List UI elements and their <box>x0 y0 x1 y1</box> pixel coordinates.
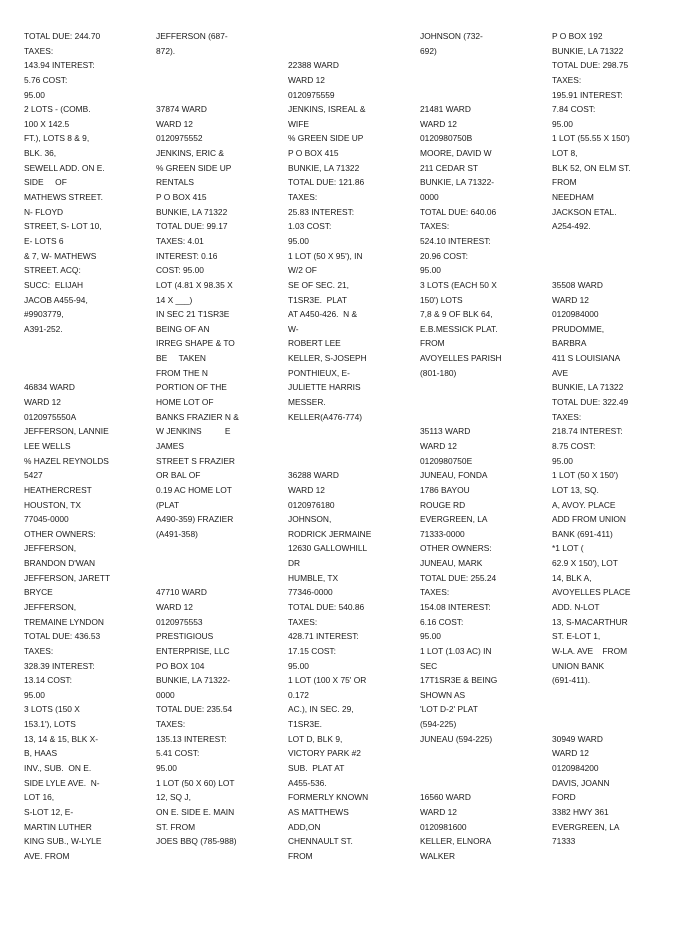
text-line: 100 X 142.5 <box>24 118 70 129</box>
text-line <box>24 366 142 381</box>
text-line <box>156 541 274 556</box>
text-line: P O BOX 415 <box>156 192 207 203</box>
text-line: DAVIS, JOANN <box>552 777 610 788</box>
text-line: FROM <box>288 850 313 861</box>
text-line: OTHER OWNERS: <box>420 543 492 554</box>
text-line: FROM THE N <box>156 367 208 378</box>
text-line: AC.), IN SEC. 29, <box>288 704 354 715</box>
text-line: WARD 12 <box>156 601 193 612</box>
text-line: E.B.MESSICK PLAT. <box>420 323 498 334</box>
text-line <box>420 58 538 73</box>
text-line: S-LOT 12, E- <box>24 806 74 817</box>
text-line: 0120984200 <box>552 763 599 774</box>
text-line: 95.00 <box>288 660 309 671</box>
text-line: 'LOT D-2' PLAT <box>420 704 478 715</box>
text-line: 0.19 AC HOME LOT <box>156 484 232 495</box>
column-5 <box>552 29 670 849</box>
text-line: (691-411). <box>552 675 591 686</box>
text-line: % HAZEL REYNOLDS <box>24 455 109 466</box>
text-line: 71333-0000 <box>420 528 465 539</box>
text-line: JEFFERSON, <box>24 601 77 612</box>
column-1 <box>24 29 142 864</box>
text-line: TAXES: <box>24 45 54 56</box>
text-line: FROM <box>552 177 577 188</box>
text-line: LOT 8, <box>552 148 578 159</box>
text-line: BANKS FRAZIER N & <box>156 411 239 422</box>
text-line: TOTAL DUE: 235.54 <box>156 704 233 715</box>
text-line <box>552 717 670 732</box>
text-line: LOT 16, <box>24 792 55 803</box>
text-line: A391-252. <box>24 323 63 334</box>
text-line: KELLER, S-JOSEPH <box>288 353 367 364</box>
text-line: (A491-358) <box>156 528 198 539</box>
text-line: TAXES: 4.01 <box>156 235 204 246</box>
text-line: 35508 WARD <box>552 279 603 290</box>
text-line <box>552 688 670 703</box>
text-line: WARD 12 <box>288 74 325 85</box>
text-line: PORTION OF THE <box>156 382 227 393</box>
text-line: TAXES: <box>24 645 54 656</box>
text-line: 0.172 <box>288 689 309 700</box>
text-line: INTEREST: 0.16 <box>156 250 218 261</box>
text-line <box>24 336 142 351</box>
column-4 <box>420 29 538 864</box>
text-line: WALKER <box>420 850 456 861</box>
text-line: 1.03 COST: <box>288 221 332 232</box>
text-line: & 7, W- MATHEWS <box>24 250 97 261</box>
text-line: AS MATTHEWS <box>288 806 349 817</box>
text-line: COST: 95.00 <box>156 265 204 276</box>
text-line: INV., SUB. ON E. <box>24 763 92 774</box>
text-line: 46834 WARD <box>24 382 75 393</box>
text-line: 30949 WARD <box>552 733 603 744</box>
text-line: A, AVOY. PLACE <box>552 499 616 510</box>
text-line: AVOYELLES PARISH <box>420 353 502 364</box>
text-line: TAXES: <box>420 221 450 232</box>
text-line: 0000 <box>156 689 175 700</box>
text-line: BUNKIE, LA 71322- <box>156 675 231 686</box>
text-line <box>288 29 406 44</box>
text-line: E- LOTS 6 <box>24 235 64 246</box>
text-line <box>420 73 538 88</box>
text-line: 37874 WARD <box>156 104 207 115</box>
text-line: 3 LOTS (150 X <box>24 704 80 715</box>
text-line: 14 X ___) <box>156 294 193 305</box>
text-line: P O BOX 192 <box>552 31 603 41</box>
text-line: TOTAL DUE: 540.86 <box>288 601 365 612</box>
text-line: 47710 WARD <box>156 587 207 598</box>
text-line: TAXES: <box>552 411 582 422</box>
text-line <box>552 234 670 249</box>
text-line: WARD 12 <box>420 440 457 451</box>
text-line <box>156 571 274 586</box>
text-line: 1 LOT (100 X 75' OR <box>288 675 367 686</box>
text-line: JUNEAU, FONDA <box>420 470 488 481</box>
text-line: BUNKIE, LA 71322 <box>552 45 624 56</box>
text-line: PRESTIGIOUS <box>156 631 214 642</box>
text-line: IN SEC 21 T1SR3E <box>156 309 230 320</box>
text-line: 411 S LOUISIANA <box>552 353 621 364</box>
text-line: 0120975552 <box>156 133 203 144</box>
text-line: RENTALS <box>156 177 195 188</box>
text-line: TAXES: <box>288 192 318 203</box>
text-line: FORD <box>552 792 576 803</box>
text-line: BUNKIE, LA 71322- <box>420 177 495 188</box>
text-line <box>288 44 406 59</box>
text-line <box>288 454 406 469</box>
text-line: 21481 WARD <box>420 104 471 115</box>
text-line: ST. FROM <box>156 821 196 832</box>
text-line: 524.10 INTEREST: <box>420 235 491 246</box>
text-line: BUNKIE, LA 71322 <box>288 162 360 173</box>
text-line <box>288 424 406 439</box>
text-line: 16560 WARD <box>420 792 471 803</box>
text-line: 62.9 X 150'), LOT <box>552 558 618 569</box>
text-line: ROUGE RD <box>420 499 466 510</box>
text-line: 135.13 INTEREST: <box>156 733 227 744</box>
text-line: JENKINS, ISREAL & <box>288 104 366 115</box>
text-line: A455-536. <box>288 777 327 788</box>
text-line: 5427 <box>24 470 43 481</box>
text-line: T1SR3E. <box>288 719 322 730</box>
text-line: 20.96 COST: <box>420 250 468 261</box>
text-line: 1786 BAYOU <box>420 484 470 495</box>
text-line: PONTHIEUX, E- <box>288 367 350 378</box>
text-line: 14, BLK A, <box>552 572 592 583</box>
text-line: TOTAL DUE: 298.75 <box>552 60 629 71</box>
text-line: JOES BBQ (785-988) <box>156 836 237 847</box>
text-line: STREET. ACQ: <box>24 265 81 276</box>
text-line <box>156 556 274 571</box>
text-line: JEFFERSON (687- <box>156 31 228 41</box>
text-line: 5.76 COST: <box>24 74 68 85</box>
text-line: SUB. PLAT AT <box>288 763 345 774</box>
text-line: W JENKINS E <box>156 426 231 437</box>
text-line <box>420 395 538 410</box>
text-line: TOTAL DUE: 244.70 <box>24 31 101 41</box>
text-line: 13.14 COST: <box>24 675 72 686</box>
text-line: VICTORY PARK #2 <box>288 748 361 759</box>
text-line: OR BAL OF <box>156 470 201 481</box>
text-line: JEFFERSON, LANNIE <box>24 426 109 437</box>
text-line: BARBRA <box>552 338 587 349</box>
text-line: 211 CEDAR ST <box>420 162 479 173</box>
text-line: 218.74 INTEREST: <box>552 426 623 437</box>
text-line: 13, 14 & 15, BLK X- <box>24 733 99 744</box>
text-line: 0120975553 <box>156 616 203 627</box>
text-line: CHENNAULT ST. <box>288 836 353 847</box>
text-line: JACOB A455-94, <box>24 294 88 305</box>
text-line: DR <box>288 558 301 569</box>
text-line: KELLER(A476-774) <box>288 411 363 422</box>
text-line: BANK (691-411) <box>552 528 613 539</box>
text-line: LOT D, BLK 9, <box>288 733 343 744</box>
text-line: FORMERLY KNOWN <box>288 792 369 803</box>
text-line: 692) <box>420 45 437 56</box>
text-line: 195.91 INTEREST: <box>552 89 623 100</box>
text-line: ADD FROM UNION <box>552 514 626 525</box>
text-line: BLK 52, ON ELM ST. <box>552 162 631 173</box>
text-line <box>420 746 538 761</box>
text-line: JEFFERSON, JARETT <box>24 572 111 583</box>
text-line: SE OF SEC. 21, <box>288 279 349 290</box>
text-line: W/2 OF <box>288 265 317 276</box>
text-line: WARD 12 <box>24 397 61 408</box>
text-line: 0120975559 <box>288 89 335 100</box>
text-line: WARD 12 <box>156 118 193 129</box>
text-line: T1SR3E. PLAT <box>288 294 347 305</box>
text-line: 0120981600 <box>420 821 467 832</box>
text-line: 143.94 INTEREST: <box>24 60 95 71</box>
text-line <box>552 249 670 264</box>
text-line: 95.00 <box>24 689 45 700</box>
text-line <box>420 88 538 103</box>
text-line: 328.39 INTEREST: <box>24 660 95 671</box>
text-line: 7.84 COST: <box>552 104 596 115</box>
text-line: 17T1SR3E & BEING <box>420 675 498 686</box>
text-line: 3 LOTS (EACH 50 X <box>420 279 497 290</box>
text-line: HOME LOT OF <box>156 397 214 408</box>
text-line: LOT (4.81 X 98.35 X <box>156 279 233 290</box>
text-line: BRANDON D'WAN <box>24 558 96 569</box>
text-line: 6.16 COST: <box>420 616 464 627</box>
text-line: N- FLOYD <box>24 206 64 217</box>
text-line: 0120980750E <box>420 455 473 466</box>
text-line: AVOYELLES PLACE <box>552 587 631 598</box>
text-line <box>156 73 274 88</box>
text-line: JUNEAU (594-225) <box>420 733 493 744</box>
text-line: SIDE LYLE AVE. N- <box>24 777 100 788</box>
text-line: AVE. FROM <box>24 850 70 861</box>
text-line: TOTAL DUE: 99.17 <box>156 221 228 232</box>
text-line: HUMBLE, TX <box>288 572 339 583</box>
text-line: NEEDHAM <box>552 192 594 203</box>
text-line: RODRICK JERMAINE <box>288 528 372 539</box>
text-line: TOTAL DUE: 436.53 <box>24 631 101 642</box>
text-line: 154.08 INTEREST: <box>420 601 491 612</box>
text-line <box>420 776 538 791</box>
text-line: 95.00 <box>288 235 309 246</box>
text-line: #9903779, <box>24 309 64 320</box>
text-line: TAXES: <box>420 587 450 598</box>
text-line: 25.83 INTEREST: <box>288 206 355 217</box>
text-line: LEE WELLS <box>24 440 71 451</box>
text-line: WARD 12 <box>552 748 589 759</box>
text-line: 12, SQ J, <box>156 792 191 803</box>
text-line: WARD 12 <box>288 484 325 495</box>
text-line: 0120976180 <box>288 499 335 510</box>
text-line: MATHEWS STREET. <box>24 192 103 203</box>
text-line: % GREEN SIDE UP <box>156 162 232 173</box>
text-line: 1 LOT (50 X 95'), IN <box>288 250 363 261</box>
text-line: SUCC: ELIJAH <box>24 279 84 290</box>
text-line: BUNKIE, LA 71322 <box>552 382 624 393</box>
text-line: SEWELL ADD. ON E. <box>24 162 105 173</box>
text-line: 428.71 INTEREST: <box>288 631 359 642</box>
text-line: LOT 13, SQ. <box>552 484 599 495</box>
text-line: W-LA. AVE FROM <box>552 645 628 656</box>
text-line: ADD. N-LOT <box>552 601 600 612</box>
text-line: 12630 GALLOWHILL <box>288 543 368 554</box>
text-line <box>420 380 538 395</box>
text-line: BE TAKEN <box>156 353 206 364</box>
text-line: *1 LOT ( <box>552 543 584 554</box>
text-line: 0120975550A <box>24 411 77 422</box>
text-line: BEING OF AN <box>156 323 210 334</box>
text-line: 1 LOT (50 X 60) LOT <box>156 777 235 788</box>
text-line: ENTERPRISE, LLC <box>156 645 230 656</box>
text-line: PO BOX 104 <box>156 660 205 671</box>
text-line: 22388 WARD <box>288 60 339 71</box>
text-line: MOORE, DAVID W <box>420 148 492 159</box>
text-line <box>420 761 538 776</box>
text-line: SEC <box>420 660 438 671</box>
text-line: WARD 12 <box>552 294 589 305</box>
text-line: 153.1'), LOTS <box>24 719 76 730</box>
text-line: JULIETTE HARRIS <box>288 382 361 393</box>
text-line: SIDE OF <box>24 177 67 188</box>
text-line: 71333 <box>552 836 576 847</box>
text-line: ROBERT LEE <box>288 338 341 349</box>
text-line: ADD,ON <box>288 821 321 832</box>
text-line: STREET, S- LOT 10, <box>24 221 102 232</box>
text-line: HEATHERCREST <box>24 484 92 495</box>
text-line: 5.41 COST: <box>156 748 200 759</box>
text-line: 1 LOT (1.03 AC) IN <box>420 645 492 656</box>
text-line: WARD 12 <box>420 118 457 129</box>
text-line: 872). <box>156 45 176 56</box>
text-line <box>288 439 406 454</box>
text-line <box>420 410 538 425</box>
text-line: STREET S FRAZIER <box>156 455 235 466</box>
text-line: 95.00 <box>420 265 441 276</box>
text-line: 1 LOT (50 X 150') <box>552 470 619 481</box>
text-line: JOHNSON, <box>288 514 332 525</box>
text-line: A254-492. <box>552 221 591 232</box>
text-line: AVE <box>552 367 569 378</box>
text-line: FT.), LOTS 8 & 9, <box>24 133 90 144</box>
text-line: WIFE <box>288 118 309 129</box>
text-line: 77045-0000 <box>24 514 69 525</box>
text-line: BRYCE <box>24 587 53 598</box>
text-line <box>552 263 670 278</box>
text-line: 17.15 COST: <box>288 645 336 656</box>
text-line: TOTAL DUE: 121.86 <box>288 177 365 188</box>
text-line <box>552 702 670 717</box>
text-line: EVERGREEN, LA <box>420 514 488 525</box>
column-3 <box>288 29 406 864</box>
text-line: P O BOX 415 <box>288 148 339 159</box>
text-line: 0120984000 <box>552 309 599 320</box>
text-line: BLK. 36, <box>24 148 57 159</box>
text-line: JENKINS, ERIC & <box>156 148 224 159</box>
text-line: TAXES: <box>156 719 186 730</box>
text-line: KELLER, ELNORA <box>420 836 492 847</box>
text-line: WARD 12 <box>420 806 457 817</box>
text-line: FROM <box>420 338 445 349</box>
text-line: JOHNSON (732- <box>420 31 483 41</box>
text-line: 95.00 <box>552 118 573 129</box>
text-line: TAXES: <box>552 74 582 85</box>
text-line: AT A450-426. N & <box>288 309 358 320</box>
text-line: TAXES: <box>288 616 318 627</box>
text-line: TOTAL DUE: 640.06 <box>420 206 497 217</box>
text-line: 35113 WARD <box>420 426 471 437</box>
text-line: 77346-0000 <box>288 587 333 598</box>
text-line: (594-225) <box>420 719 457 730</box>
text-line: 95.00 <box>156 763 177 774</box>
text-line: JACKSON ETAL. <box>552 206 617 217</box>
text-line: 7,8 & 9 OF BLK 64, <box>420 309 493 320</box>
text-line: IRREG SHAPE & TO <box>156 338 235 349</box>
text-line: 3382 HWY 361 <box>552 806 609 817</box>
text-line: TREMAINE LYNDON <box>24 616 104 627</box>
text-line: JAMES <box>156 440 184 451</box>
text-line: 2 LOTS - (COMB. <box>24 104 91 115</box>
text-line: 95.00 <box>420 631 441 642</box>
text-line: OTHER OWNERS: <box>24 528 96 539</box>
text-line: 95.00 <box>24 89 45 100</box>
text-line: MARTIN LUTHER <box>24 821 92 832</box>
text-line: PRUDOMME, <box>552 323 605 334</box>
text-line: 1 LOT (55.55 X 150') <box>552 133 630 144</box>
text-line <box>24 351 142 366</box>
text-line: % GREEN SIDE UP <box>288 133 364 144</box>
text-line: UNION BANK <box>552 660 605 671</box>
text-line: MESSER. <box>288 397 326 408</box>
text-line: 36288 WARD <box>288 470 339 481</box>
text-line: (801-180) <box>420 367 457 378</box>
text-line: B, HAAS <box>24 748 58 759</box>
text-line: TOTAL DUE: 322.49 <box>552 397 629 408</box>
text-line <box>156 88 274 103</box>
text-line <box>156 58 274 73</box>
text-line: 8.75 COST: <box>552 440 596 451</box>
text-line: A490-359) FRAZIER <box>156 514 234 525</box>
text-line: 13, S-MACARTHUR <box>552 616 628 627</box>
column-2 <box>156 29 274 849</box>
text-line: EVERGREEN, LA <box>552 821 620 832</box>
text-line: KING SUB., W-LYLE <box>24 836 102 847</box>
text-line: BUNKIE, LA 71322 <box>156 206 228 217</box>
text-line: 0120980750B <box>420 133 473 144</box>
text-line: ON E. SIDE E. MAIN <box>156 806 235 817</box>
text-line: JUNEAU, MARK <box>420 558 483 569</box>
text-line: 150') LOTS <box>420 294 463 305</box>
text-line: HOUSTON, TX <box>24 499 81 510</box>
text-line: (PLAT <box>156 499 180 510</box>
text-line: 0000 <box>420 192 439 203</box>
text-line: TOTAL DUE: 255.24 <box>420 572 497 583</box>
text-line: SHOWN AS <box>420 689 466 700</box>
text-line: ST. E-LOT 1, <box>552 631 601 642</box>
text-line: 95.00 <box>552 455 573 466</box>
text-line: W- <box>288 323 299 334</box>
text-line: JEFFERSON, <box>24 543 77 554</box>
